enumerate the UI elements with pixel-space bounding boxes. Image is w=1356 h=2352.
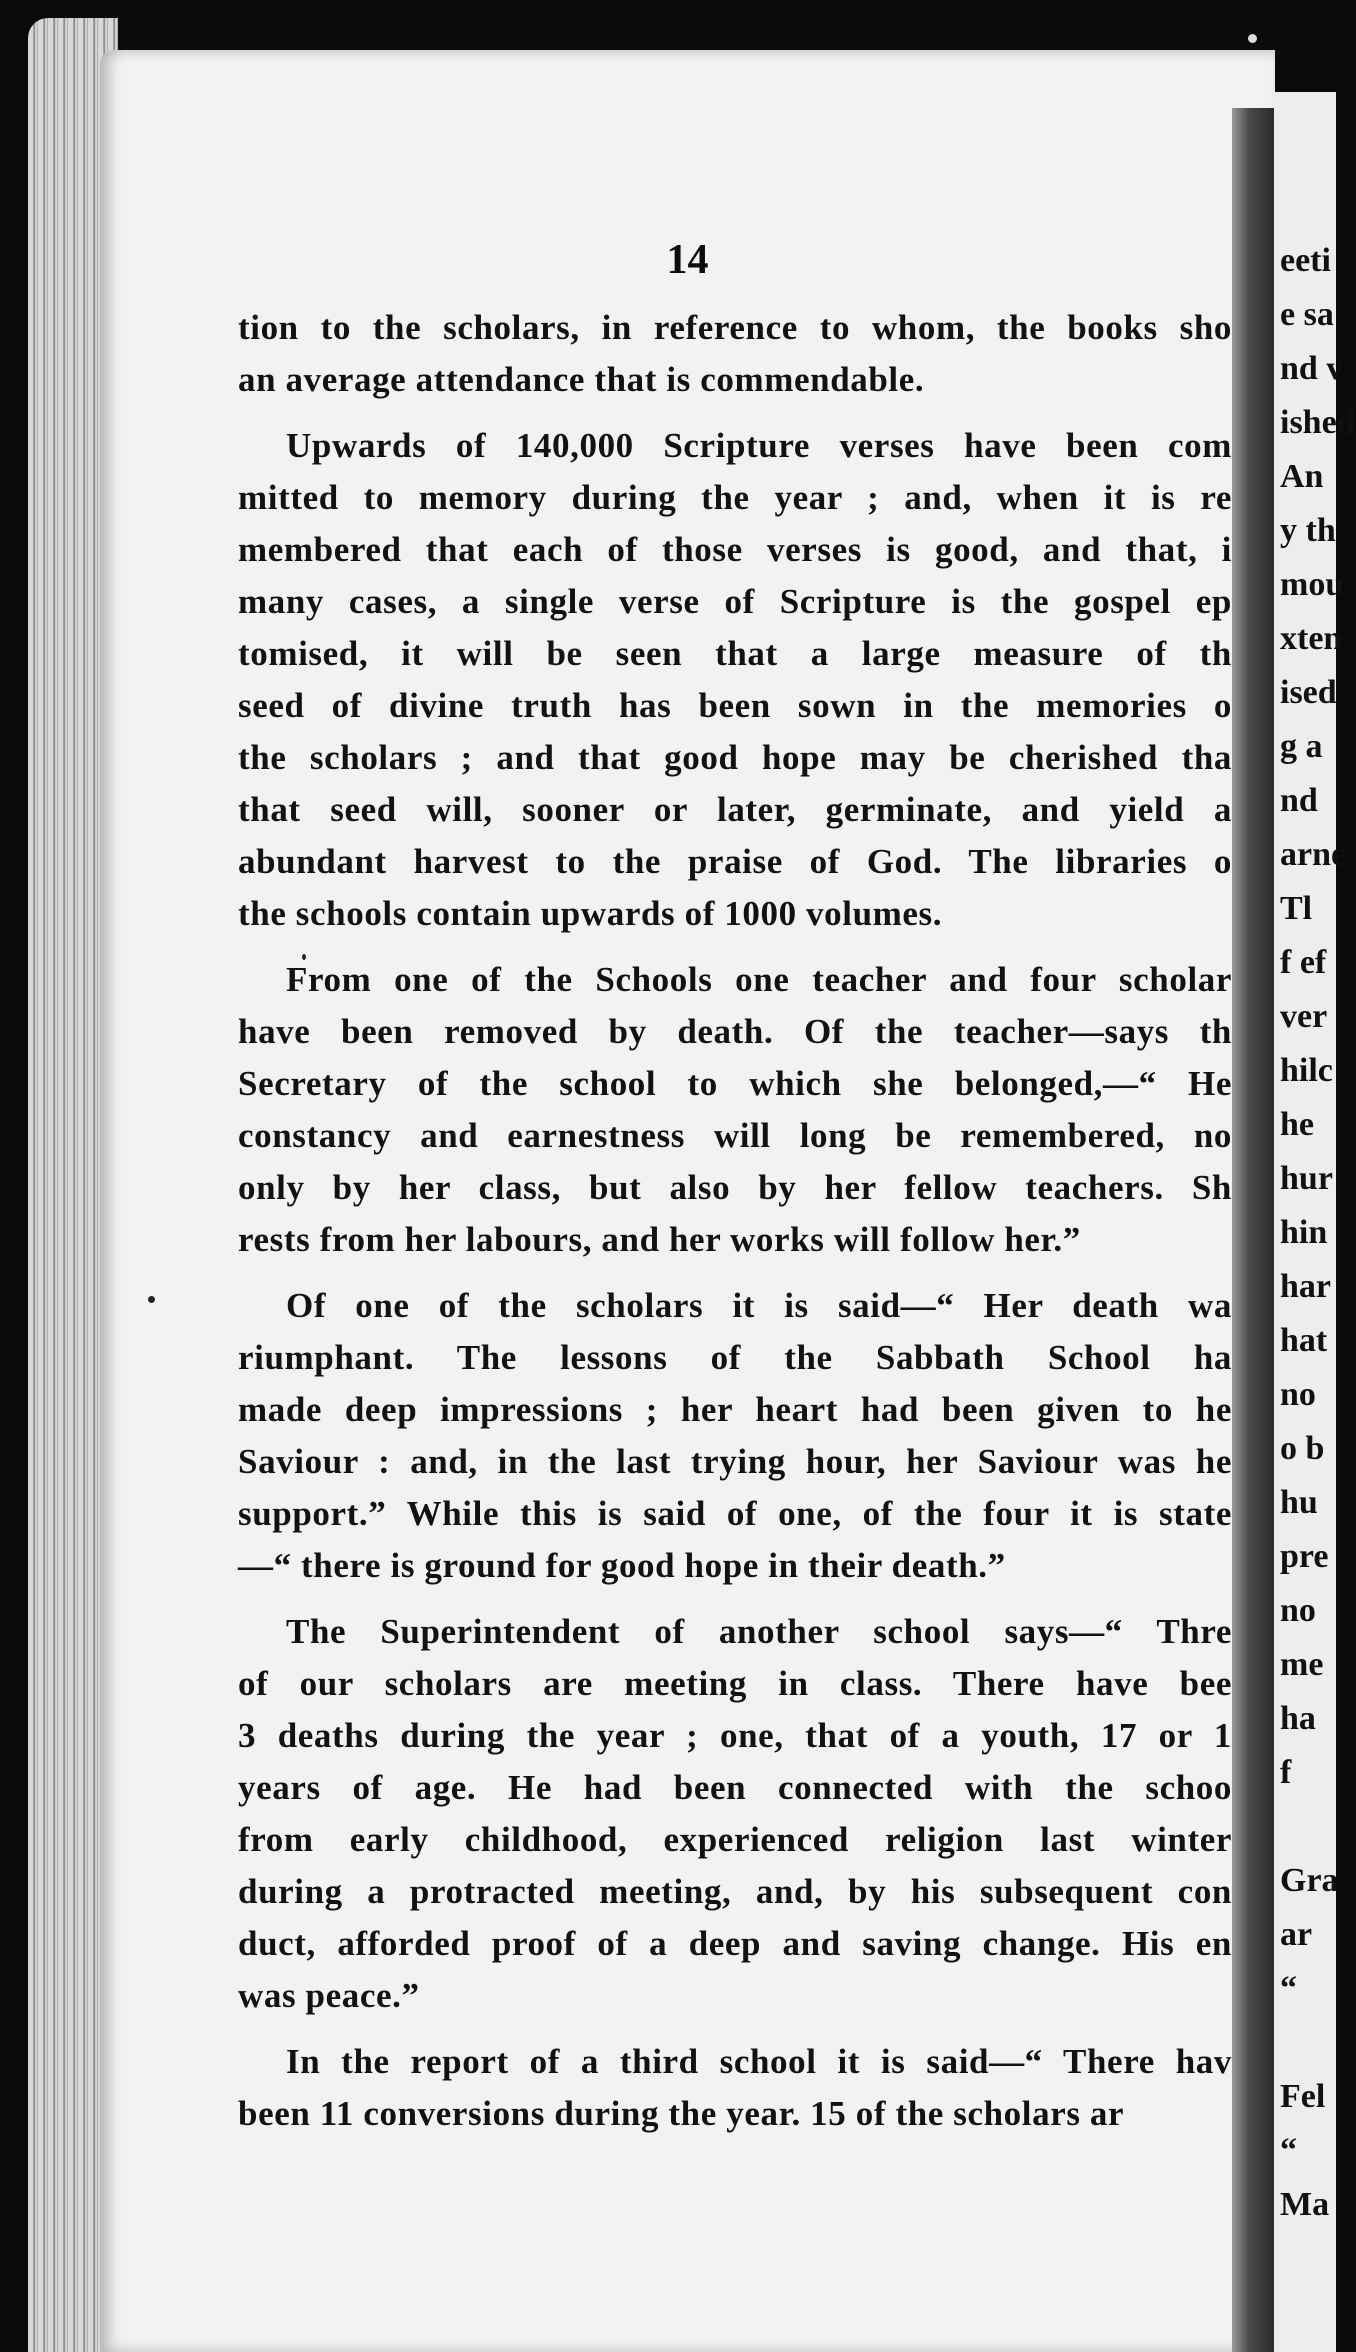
facing-page-fragment: har bbox=[1280, 1268, 1331, 1305]
facing-page-fragment: hur bbox=[1280, 1160, 1333, 1197]
facing-page-fragment: pre bbox=[1280, 1538, 1329, 1575]
facing-page-edge bbox=[1274, 92, 1356, 2352]
text-line: The Superintendent of another school says—“ Thre bbox=[286, 1612, 1232, 1651]
text-line: —“ there is ground for good hope in their death.” bbox=[238, 1546, 1006, 1585]
text-line: during a protracted meeting, and, by his subsequent con bbox=[238, 1872, 1232, 1911]
paragraph-gap bbox=[238, 1266, 1232, 1280]
text-line: many cases, a single verse of Scripture is the gospel ep bbox=[238, 582, 1232, 621]
facing-page-fragment: Fel bbox=[1280, 2078, 1326, 2115]
text-line: support.” While this is said of one, of the four it is state bbox=[238, 1494, 1232, 1533]
facing-page-fragment: “ bbox=[1280, 1970, 1297, 2007]
text-line: years of age. He had been connected with the schoo bbox=[238, 1768, 1232, 1807]
facing-page-fragment: “ bbox=[1280, 2132, 1297, 2169]
facing-page-fragment: y th bbox=[1280, 512, 1336, 549]
text-line: tomised, it will be seen that a large measure of th bbox=[238, 634, 1232, 673]
facing-page-fragment: f bbox=[1280, 1754, 1292, 1791]
text-line: been 11 conversions during the year. 15 of the scholars ar bbox=[238, 2094, 1125, 2133]
page-number: 14 bbox=[666, 237, 709, 283]
facing-page-fragment: nd bbox=[1280, 782, 1318, 819]
facing-page-fragment: xten bbox=[1280, 620, 1343, 657]
text-line: an average attendance that is commendable. bbox=[238, 360, 925, 399]
facing-page-fragment: hat bbox=[1280, 1322, 1328, 1359]
text-line: From one of the Schools one teacher and four scholar bbox=[286, 960, 1232, 999]
text-line: In the report of a third school it is said—“ There hav bbox=[286, 2042, 1232, 2081]
text-line: of our scholars are meeting in class. There have bee bbox=[238, 1664, 1232, 1703]
facing-page-fragment: An bbox=[1280, 458, 1324, 495]
facing-page-fragment: no bbox=[1280, 1376, 1316, 1413]
facing-page-fragment: he bbox=[1280, 1106, 1314, 1143]
facing-page-fragment: Ma bbox=[1280, 2186, 1330, 2223]
ink-speck bbox=[302, 954, 306, 960]
facing-page-fragment: ha bbox=[1280, 1700, 1316, 1737]
paragraph-gap bbox=[238, 940, 1232, 954]
facing-page-fragment: o b bbox=[1280, 1430, 1325, 1467]
facing-page-fragment: arne bbox=[1280, 836, 1347, 873]
text-line: was peace.” bbox=[238, 1976, 420, 2015]
text-line: made deep impressions ; her heart had been given to he bbox=[238, 1390, 1232, 1429]
text-line: from early childhood, experienced religion last winter bbox=[238, 1820, 1232, 1859]
page-body-text bbox=[238, 302, 1232, 2352]
facing-page-fragment: eeti bbox=[1280, 242, 1331, 279]
text-line: Secretary of the school to which she belonged,—“ He bbox=[238, 1064, 1232, 1103]
facing-page-fragment: me bbox=[1280, 1646, 1324, 1683]
text-line: riumphant. The lessons of the Sabbath School ha bbox=[238, 1338, 1232, 1377]
facing-page-fragment: nd v bbox=[1280, 350, 1344, 387]
text-line: rests from her labours, and her works will follow her.” bbox=[238, 1220, 1081, 1259]
facing-page-fragment: Gra bbox=[1280, 1862, 1339, 1899]
facing-page-fragment: e sa bbox=[1280, 296, 1334, 333]
text-line: abundant harvest to the praise of God. The libraries o bbox=[238, 842, 1232, 881]
text-line: only by her class, but also by her fellow teachers. Sh bbox=[238, 1168, 1232, 1207]
ink-speck bbox=[1248, 34, 1257, 43]
facing-page-fragment: ished bbox=[1280, 404, 1356, 441]
text-line: Of one of the scholars it is said—“ Her death wa bbox=[286, 1286, 1232, 1325]
ink-speck bbox=[148, 1296, 155, 1303]
text-line: the scholars ; and that good hope may be cherished tha bbox=[238, 738, 1232, 777]
facing-page-fragment: ar bbox=[1280, 1916, 1313, 1953]
book-gutter bbox=[1232, 108, 1274, 2352]
facing-page-fragment: ver bbox=[1280, 998, 1328, 1035]
facing-page-fragment: hin bbox=[1280, 1214, 1328, 1251]
facing-page-fragment: g a bbox=[1280, 728, 1323, 765]
paragraph-gap bbox=[238, 2022, 1232, 2036]
text-line: have been removed by death. Of the teacher—says th bbox=[238, 1012, 1232, 1051]
text-line: the schools contain upwards of 1000 volumes. bbox=[238, 894, 943, 933]
facing-page-fragment: ised bbox=[1280, 674, 1337, 711]
text-line: tion to the scholars, in reference to whom, the books sho bbox=[238, 308, 1232, 347]
text-line: that seed will, sooner or later, germinate, and yield a bbox=[238, 790, 1232, 829]
facing-page-fragment: hu bbox=[1280, 1484, 1318, 1521]
facing-page-fragment: Tl bbox=[1280, 890, 1313, 927]
text-line: constancy and earnestness will long be remembered, no bbox=[238, 1116, 1232, 1155]
text-line: seed of divine truth has been sown in the memories o bbox=[238, 686, 1232, 725]
text-line: membered that each of those verses is good, and that, i bbox=[238, 530, 1232, 569]
paragraph-gap bbox=[238, 1592, 1232, 1606]
text-line: Upwards of 140,000 Scripture verses have been com bbox=[286, 426, 1232, 465]
facing-page-fragment: mou bbox=[1280, 566, 1345, 603]
text-line: Saviour : and, in the last trying hour, her Saviour was he bbox=[238, 1442, 1232, 1481]
facing-page-fragment: hilc bbox=[1280, 1052, 1333, 1089]
facing-page-fragment: no bbox=[1280, 1592, 1316, 1629]
text-line: 3 deaths during the year ; one, that of a youth, 17 or 1 bbox=[238, 1716, 1232, 1755]
paragraph-gap bbox=[238, 406, 1232, 420]
text-line: duct, afforded proof of a deep and saving change. His en bbox=[238, 1924, 1232, 1963]
text-line: mitted to memory during the year ; and, when it is re bbox=[238, 478, 1232, 517]
facing-page-fragment: f ef bbox=[1280, 944, 1327, 981]
